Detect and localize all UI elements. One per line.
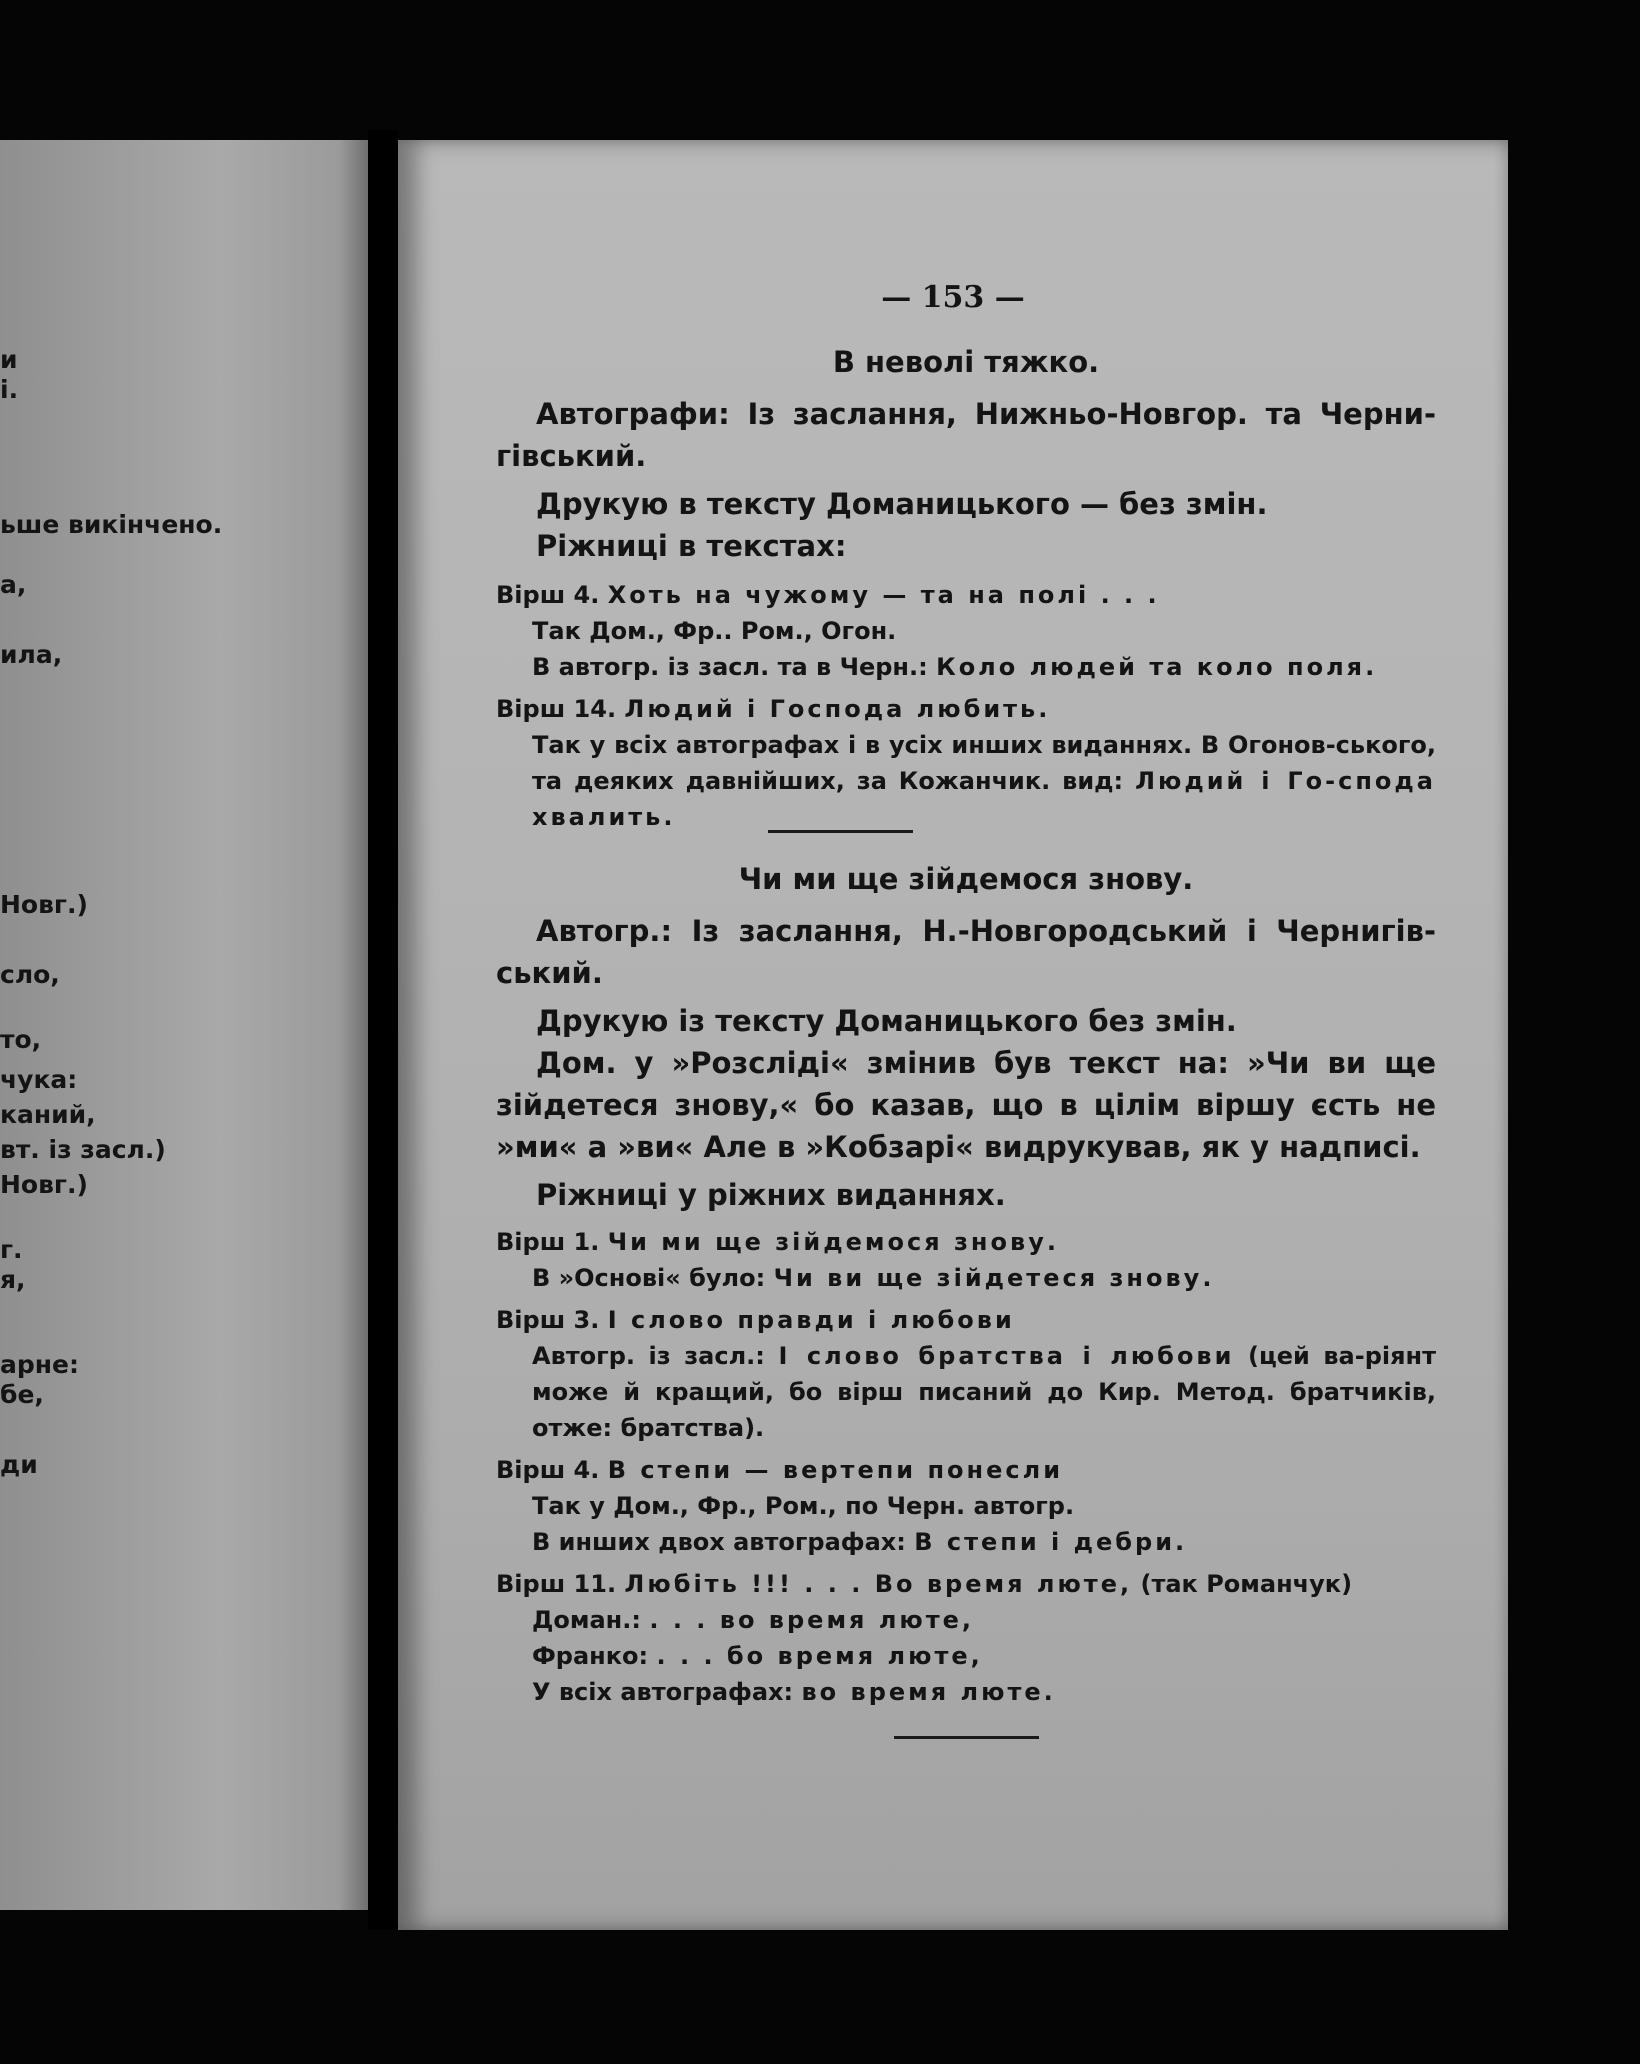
- verse-note: Автогр. із засл.:: [532, 1342, 765, 1370]
- section-title: В неволі тяжко.: [832, 345, 1100, 379]
- verse-entry: [496, 1566, 1436, 1710]
- verse-text: Хоть на чужому — та на полі . . .: [607, 581, 1160, 609]
- rozslid-paragraph: Дом. у »Розсліді« змінив був текст на: »Чи ви ще зійдетеся знову,« бо казав, що в цілім віршу єсть не »ми« а »ви« Але в »Кобзарі« видрукував, як у надписі.: [496, 1046, 1436, 1164]
- verse-note: Так у Дом., Фр., Ром., по Черн. автогр.: [532, 1492, 1075, 1520]
- verse-number: Вірш 14.: [496, 695, 617, 723]
- verse-variant: . . . бо время люте,: [656, 1642, 983, 1670]
- left-page-text-fragment: я,: [0, 1265, 26, 1294]
- left-page-text-fragment: а,: [0, 570, 27, 599]
- verse-variant: во время люте.: [801, 1678, 1056, 1706]
- left-page-text-fragment: арне:: [0, 1350, 79, 1379]
- verse-entry: [496, 691, 1436, 835]
- left-page-text-fragment: сло,: [0, 960, 60, 989]
- verse-entry: [496, 1452, 1436, 1560]
- verse-text: Людий і Господа любить.: [624, 695, 1051, 723]
- left-page-text-fragment: Новг.): [0, 890, 88, 919]
- verse-note: Доман.:: [532, 1606, 641, 1634]
- left-page-text-fragment: бе,: [0, 1380, 44, 1409]
- verse-number: Вірш 4.: [496, 1456, 600, 1484]
- right-page: [398, 140, 1508, 1930]
- verse-note: У всіх автографах:: [532, 1678, 794, 1706]
- differences-heading: Ріжниці в текстах:: [536, 529, 847, 563]
- autograph-paragraph: Автографи: Із заслання, Нижньо-Новгор. та Черни-гівський.: [496, 397, 1436, 473]
- autograph-paragraph: Автогр.: Із заслання, Н.-Новгородський і Чернигів-ський.: [496, 914, 1436, 990]
- left-page-text-fragment: и: [0, 345, 18, 374]
- verse-variant: Коло людей та коло поля.: [936, 653, 1378, 681]
- page-number: — 153 —: [881, 280, 1025, 315]
- left-page-text-fragment: чука:: [0, 1065, 78, 1094]
- print-source-paragraph: Друкую в тексту Доманицького — без змін.: [536, 487, 1268, 521]
- left-page-text-fragment: то,: [0, 1025, 42, 1054]
- left-page-fragment: [0, 140, 368, 1910]
- verse-comment: (цей ва-ріянт може й кращий, бо вірш писаний до Кир. Метод. братчиків, отже: братства).: [532, 1342, 1437, 1442]
- section-title: Чи ми ще зійдемося знову.: [738, 862, 1194, 896]
- verse-text: Чи ми ще зійдемося знову.: [607, 1228, 1059, 1256]
- book-gutter: [368, 130, 398, 1930]
- verse-entry: [496, 1224, 1436, 1296]
- verse-text: Любіть !!! . . . Во время люте,: [624, 1570, 1133, 1598]
- left-page-text-fragment: ди: [0, 1450, 38, 1479]
- verse-entry: [496, 1302, 1436, 1446]
- verse-text: В степи — вертепи понесли: [607, 1456, 1064, 1484]
- verse-number: Вірш 1.: [496, 1228, 600, 1256]
- print-source-paragraph: Друкую із тексту Доманицького без змін.: [536, 1004, 1237, 1038]
- verse-text: І слово правди і любови: [607, 1306, 1015, 1334]
- section-divider: [894, 1736, 1039, 1739]
- section-divider: [768, 830, 913, 833]
- verse-entry: [496, 577, 1436, 685]
- verse-note: В инших двох автографах:: [532, 1528, 906, 1556]
- left-page-text-fragment: каний,: [0, 1100, 96, 1129]
- verse-note: Так Дом., Фр.. Ром., Огон.: [532, 617, 897, 645]
- verse-note: Так у всіх автографах і в усіх инших виданнях. В Огонов-ського, та деяких давнійших, за Кожанчик. вид:: [532, 731, 1436, 795]
- verse-number: Вірш 4.: [496, 581, 600, 609]
- left-page-text-fragment: г.: [0, 1235, 23, 1264]
- differences-heading: Ріжниці у ріжних виданнях.: [536, 1178, 1006, 1212]
- section-divider-wrap: [768, 830, 913, 833]
- verse-variant: В степи і дебри.: [914, 1528, 1188, 1556]
- verse-note: Франко:: [532, 1642, 649, 1670]
- verse-variant: Людий і Го-спода хвалить.: [532, 767, 1436, 831]
- left-page-text-fragment: Новг.): [0, 1170, 88, 1199]
- verse-number: Вірш 11.: [496, 1570, 617, 1598]
- section-chy-my-shche: [496, 862, 1436, 1739]
- left-page-text-fragment: ила,: [0, 640, 63, 669]
- verse-variant: . . . во время люте,: [649, 1606, 975, 1634]
- verse-comment: (так Романчук): [1140, 1570, 1353, 1598]
- left-page-text-fragment: і.: [0, 375, 19, 404]
- verse-variant: І слово братства і любови: [778, 1342, 1235, 1370]
- section-v-nevoli-tiazhko: [496, 345, 1436, 835]
- left-page-text-fragment: ьше викінчено.: [0, 510, 223, 539]
- verse-note: В »Основі« було:: [532, 1264, 766, 1292]
- verse-number: Вірш 3.: [496, 1306, 600, 1334]
- verse-variant: Чи ви ще зійдетеся знову.: [773, 1264, 1215, 1292]
- left-page-text-fragment: вт. із засл.): [0, 1135, 166, 1164]
- verse-note: В автогр. із засл. та в Черн.:: [532, 653, 928, 681]
